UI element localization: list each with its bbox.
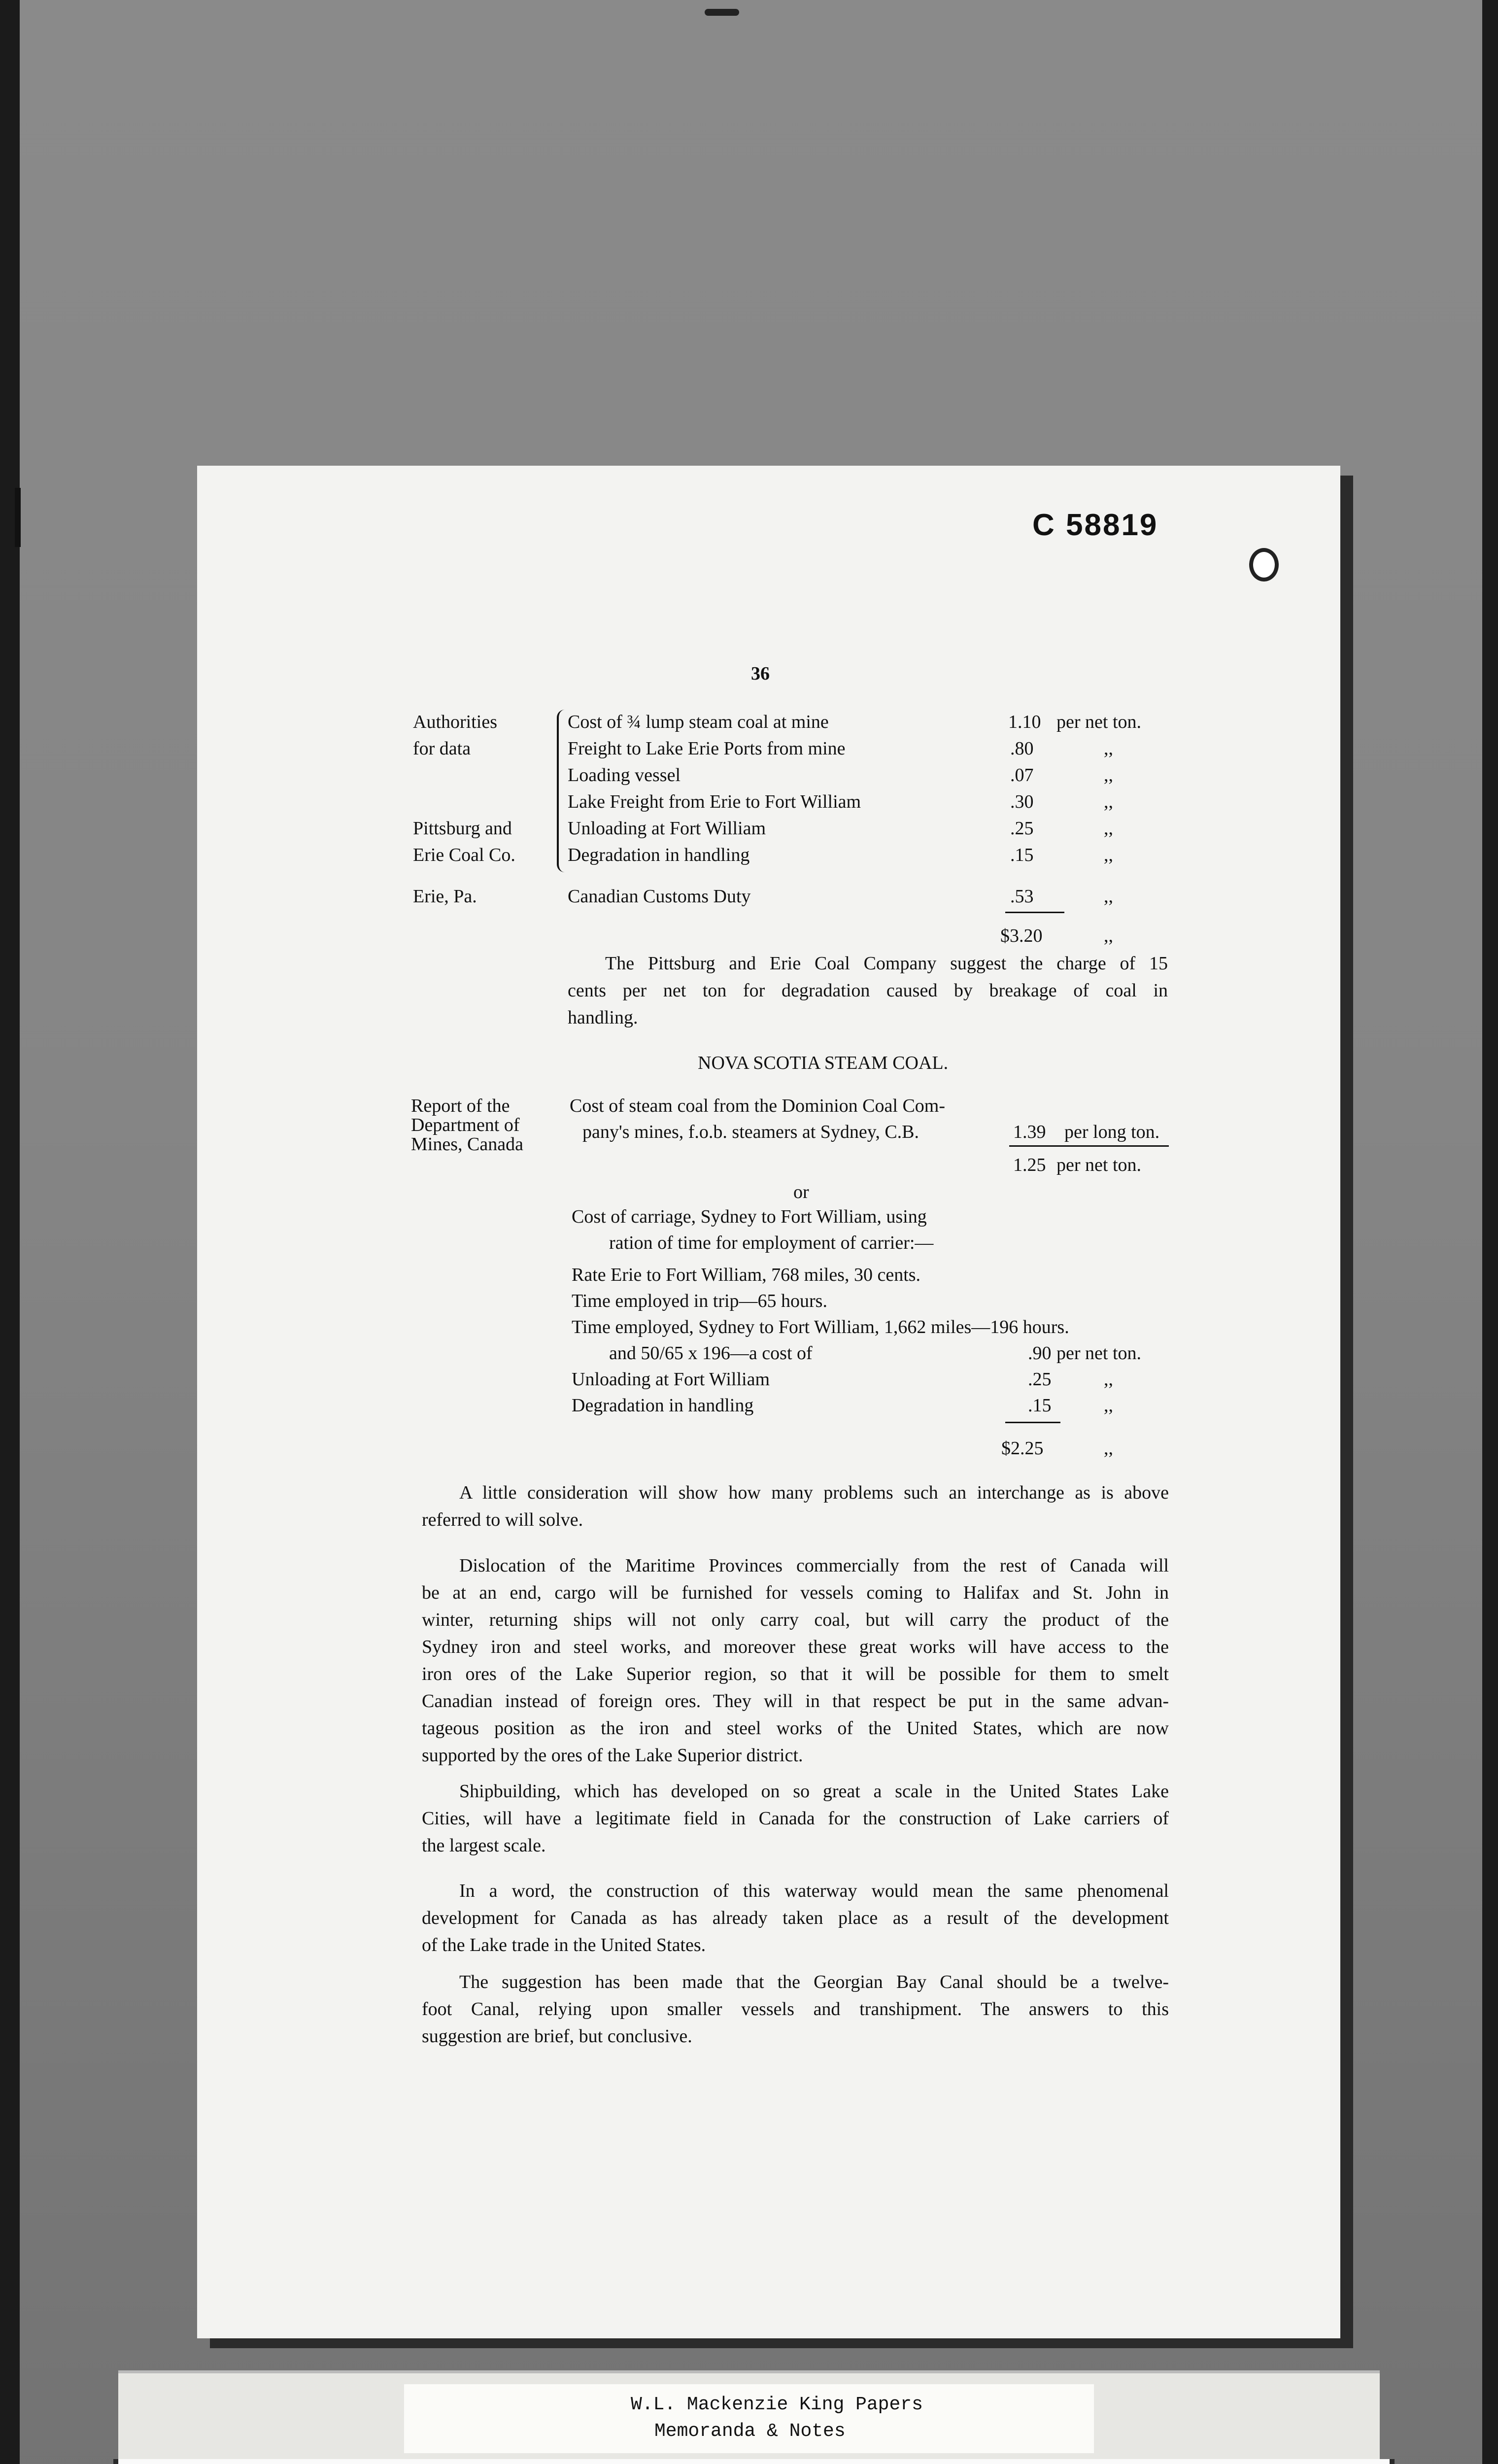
text-line: In a word, the construction of this waterway would mean the same phenomenal: [459, 1881, 1169, 1901]
cost-amount: 1.39: [1013, 1122, 1046, 1142]
film-side-mark: [15, 488, 21, 547]
carriage-line: ration of time for employment of carrier:—: [609, 1232, 934, 1253]
cost-unit: per net ton.: [1056, 712, 1142, 732]
text-line: Shipbuilding, which has developed on so great a scale in the United States Lake: [459, 1781, 1169, 1802]
film-mark: [705, 9, 739, 16]
cost-amount: 1.10: [1008, 712, 1041, 732]
film-edge-left: [0, 0, 20, 2464]
section-heading: NOVA SCOTIA STEAM COAL.: [698, 1053, 949, 1073]
total-rule: [1005, 1422, 1060, 1423]
text-line: The suggestion has been made that the Georgian Bay Canal should be a twelve-: [459, 1972, 1169, 1992]
cost-unit: ,,: [1104, 886, 1113, 907]
total-rule: [1005, 912, 1064, 913]
collection-title: W.L. Mackenzie King Papers: [631, 2394, 923, 2415]
cost-item: Freight to Lake Erie Ports from mine: [568, 738, 846, 759]
text-line: cents per net ton for degradation caused by breakage of coal in: [568, 980, 1168, 1001]
or-label: or: [793, 1182, 809, 1202]
cost-amount: .30: [1010, 791, 1034, 812]
degradation-unit: ,,: [1104, 1395, 1113, 1416]
text-line: of the Lake trade in the United States.: [422, 1935, 706, 1955]
text-line: the largest scale.: [422, 1835, 546, 1856]
cost-unit: per long ton.: [1064, 1122, 1160, 1142]
source-label: Erie Coal Co.: [413, 845, 515, 865]
unloading-unit: ,,: [1104, 1369, 1113, 1390]
text-line: supported by the ores of the Lake Superior district.: [422, 1745, 803, 1766]
source-label: Pittsburg and: [413, 818, 512, 839]
total-amount: $2.25: [1001, 1438, 1044, 1459]
source-label: Authorities: [413, 712, 497, 732]
cost-line: pany's mines, f.o.b. steamers at Sydney, C.B.: [582, 1122, 919, 1142]
rate-line: Rate Erie to Fort William, 768 miles, 30 cents.: [572, 1265, 921, 1285]
text-line: The Pittsburg and Erie Coal Company suggest the charge of 15: [605, 953, 1168, 974]
text-line: Canadian instead of foreign ores. They will in that respect be put in the same advan-: [422, 1691, 1169, 1711]
text-line: A little consideration will show how many problems such an interchange as is above: [459, 1482, 1169, 1503]
collection-subtitle: Memoranda & Notes: [654, 2421, 846, 2442]
cost-amount: .07: [1010, 765, 1034, 786]
text-line: foot Canal, relying upon smaller vessels and transhipment. The answers to this: [422, 1999, 1169, 2019]
degradation-amount: .15: [1028, 1395, 1052, 1416]
paragraph: [422, 1778, 1169, 1859]
cost-unit: ,,: [1104, 738, 1113, 759]
degradation-note: [568, 950, 1168, 1031]
source-label: for data: [413, 738, 471, 759]
cost-item: Lake Freight from Erie to Fort William: [568, 791, 861, 812]
text-line: Dislocation of the Maritime Provinces commercially from the rest of Canada will: [459, 1555, 1169, 1576]
source-label: Erie, Pa.: [413, 886, 477, 907]
page-number: 36: [751, 663, 770, 684]
cost-unit: ,,: [1104, 818, 1113, 839]
cost-amount: .80: [1010, 738, 1034, 759]
source-label: Report of the: [411, 1095, 510, 1116]
calc-line: and 50/65 x 196—a cost of: [609, 1343, 813, 1364]
source-label: Department of: [411, 1115, 520, 1135]
paragraph: [422, 1552, 1169, 1769]
cost-unit: ,,: [1104, 845, 1113, 865]
source-brace: [557, 710, 568, 872]
time-line: Time employed, Sydney to Fort William, 1,662 miles—196 hours.: [572, 1317, 1069, 1337]
text-line: Sydney iron and steel works, and moreover these great works will have access to the: [422, 1637, 1169, 1657]
cost-unit: ,,: [1104, 765, 1113, 786]
text-line: iron ores of the Lake Superior region, so that it will be possible for them to smelt: [422, 1664, 1169, 1684]
unloading-line: Unloading at Fort William: [572, 1369, 770, 1390]
cost-item: Cost of ¾ lump steam coal at mine: [568, 712, 829, 732]
net-unit: per net ton.: [1056, 1155, 1142, 1175]
carriage-line: Cost of carriage, Sydney to Fort William, using: [572, 1206, 927, 1227]
cost-item: Unloading at Fort William: [568, 818, 766, 839]
cost-amount: .53: [1010, 886, 1034, 907]
cost-amount: .15: [1010, 845, 1034, 865]
text-line: tageous position as the iron and steel works of the United States, which are now: [422, 1718, 1169, 1739]
punch-hole-icon: [1249, 548, 1279, 582]
cost-item: Degradation in handling: [568, 845, 750, 865]
text-line: handling.: [568, 1007, 638, 1028]
degradation-line: Degradation in handling: [572, 1395, 754, 1416]
text-line: Cities, will have a legitimate field in Canada for the construction of Lake carriers of: [422, 1808, 1169, 1829]
subtotal-rule: [1009, 1145, 1169, 1147]
text-line: suggestion are brief, but conclusive.: [422, 2026, 692, 2047]
paragraph: [422, 1969, 1169, 2050]
source-label: Mines, Canada: [411, 1134, 523, 1155]
cost-item: Loading vessel: [568, 765, 681, 786]
paragraph: [422, 1479, 1169, 1534]
net-amount: 1.25: [1013, 1155, 1046, 1175]
text-line: be at an end, cargo will be furnished for vessels coming to Halifax and St. John in: [422, 1582, 1169, 1603]
unloading-amount: .25: [1028, 1369, 1052, 1390]
cost-amount: .25: [1010, 818, 1034, 839]
film-edge-right: [1482, 0, 1498, 2464]
cost-item: Canadian Customs Duty: [568, 886, 751, 907]
reference-number: C 58819: [1032, 508, 1158, 542]
cost-line: Cost of steam coal from the Dominion Coal Com-: [570, 1095, 946, 1116]
calc-amount: .90: [1028, 1343, 1052, 1364]
calc-unit: per net ton.: [1056, 1343, 1142, 1364]
time-line: Time employed in trip—65 hours.: [572, 1291, 827, 1311]
total-unit: ,,: [1104, 925, 1113, 946]
text-line: development for Canada as has already taken place as a result of the development: [422, 1908, 1169, 1928]
total-unit: ,,: [1104, 1438, 1113, 1459]
paragraph: [422, 1878, 1169, 1959]
total-amount: $3.20: [1000, 925, 1043, 946]
text-line: winter, returning ships will not only carry coal, but will carry the product of the: [422, 1609, 1169, 1630]
archive-stamp: [113, 2459, 1395, 2464]
text-line: referred to will solve.: [422, 1509, 583, 1530]
cost-unit: ,,: [1104, 791, 1113, 812]
